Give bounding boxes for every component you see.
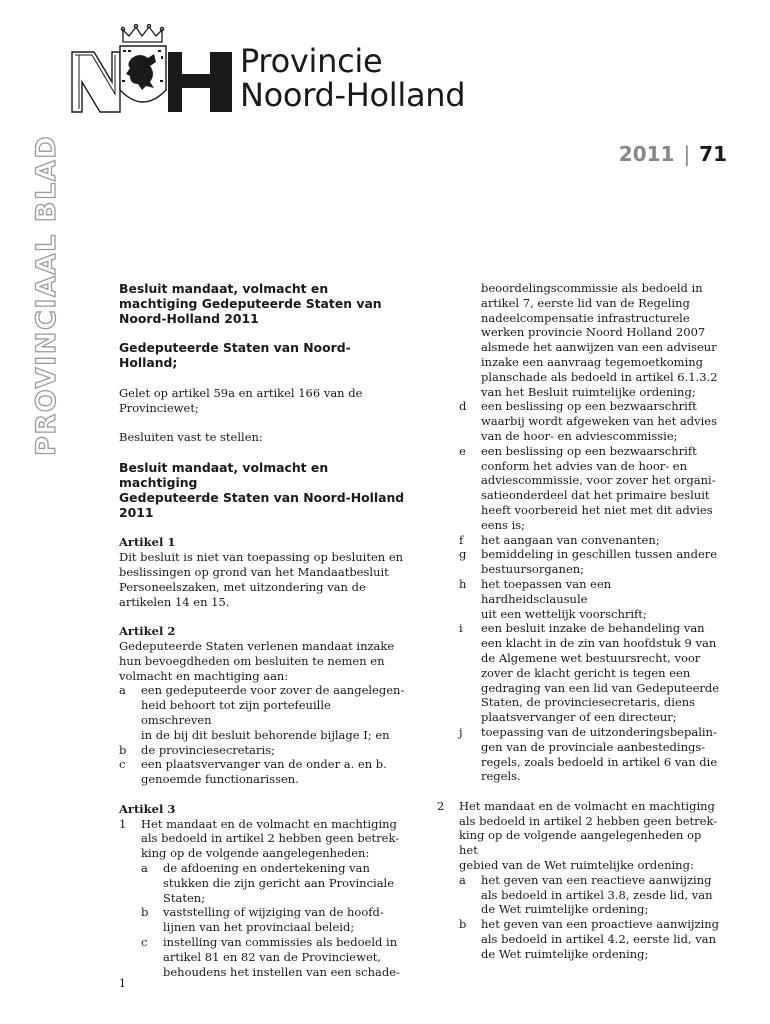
list-marker: j [459, 724, 463, 739]
text-line: een beslissing op een bezwaarschrift [481, 399, 697, 414]
list-marker: b [459, 917, 467, 932]
text-line: eens is; [481, 517, 526, 532]
title-line: machtiging Gedeputeerde Staten van [119, 296, 382, 312]
addressee: Gedeputeerde Staten van Noord-Holland; [119, 340, 351, 371]
text-line: als bedoeld in artikel 3.8, zesde lid, van [481, 887, 713, 902]
text-line: gedraging van een lid van Gedeputeerde [481, 680, 720, 695]
text-line: regels. [481, 769, 521, 784]
list-marker: e [459, 443, 466, 458]
text-line: Dit besluit is niet van toepassing op besluiten en [119, 550, 404, 565]
sub-list-item [459, 533, 721, 548]
text-line: de provinciesecretaris; [141, 742, 275, 757]
text-line: van het Besluit ruimtelijke ordening; [481, 384, 696, 399]
preamble [119, 386, 405, 416]
text-line: satieonderdeel dat het primaire besluit [481, 488, 710, 503]
text-line: plaatsvervanger of een directeur; [481, 710, 677, 725]
text-line: gen van de provinciale aanbestedings- [481, 739, 706, 754]
list-marker: c [119, 757, 126, 772]
list-item [119, 817, 405, 980]
text-line: instelling van commissies als bedoeld in [163, 934, 398, 949]
text-line: de Wet ruimtelijke ordening; [481, 946, 649, 961]
text-line: waarbij wordt afgeweken van het advies [481, 414, 717, 429]
sub-list-item [459, 873, 721, 917]
text-line: hun bevoegdheden om besluiten te nemen en [119, 653, 385, 668]
text-line: heeft voorbereid het niet met dit advies [481, 502, 713, 517]
decision-title [119, 460, 405, 521]
text-line: Gelet op artikel 59a en artikel 166 van de [119, 385, 363, 400]
text-line: alsmede het aanwijzen van een adviseur [481, 340, 717, 355]
page-number: 1 [119, 977, 126, 990]
list-marker: c [141, 934, 148, 949]
sub-list-item [141, 935, 405, 979]
list-item [119, 757, 405, 787]
list-marker: a [459, 872, 466, 887]
nh-crowned-lion-logo-icon [70, 24, 234, 114]
text-line: behoudens het instellen van een schade- [163, 964, 400, 979]
sub-list-item [459, 725, 721, 784]
text-line: Gedeputeerde Staten verlenen mandaat inzake [119, 638, 395, 653]
text-line: Het mandaat en de volmacht en machtiging [459, 798, 715, 813]
list-marker: b [119, 742, 127, 757]
article-1-heading: Artikel 1 [119, 535, 176, 550]
text-line: gebied van de Wet ruimtelijke ordening: [459, 858, 694, 873]
list-marker: 2 [437, 798, 445, 813]
text-line: king op de volgende aangelegenheden: [141, 846, 370, 861]
sub-list-item [141, 861, 405, 905]
right-column [437, 281, 721, 962]
text-line: volmacht en machtiging aan: [119, 668, 289, 683]
list-marker: h [459, 576, 467, 591]
text-line: toepassing van de uitzonderingsbepalin- [481, 724, 717, 739]
text-line: de Wet ruimtelijke ordening; [481, 902, 649, 917]
text-line: vaststelling of wijziging van de hoofd- [163, 905, 384, 920]
article-3-heading: Artikel 3 [119, 801, 176, 816]
text-line: inzake een aanvraag tegemoetkoming [481, 354, 704, 369]
text-line: in de bij dit besluit behorende bijlage I; en [141, 727, 390, 742]
sub-list-item [459, 577, 721, 621]
lion-shield-icon [120, 46, 166, 102]
text-line: Staten, de provinciesecretaris, diens [481, 695, 696, 710]
text-line: het toepassen van een hardheidsclausule [481, 576, 612, 606]
text-line: adviescommissie, voor zover het organi- [481, 473, 716, 488]
text-line: planschade als bedoeld in artikel 6.1.3.2 [481, 369, 718, 384]
organisation-name [240, 44, 465, 112]
sub-list-item [459, 399, 721, 443]
text-line: artikelen 14 en 15. [119, 594, 230, 609]
text-line: werken provincie Noord Holland 2007 [481, 325, 706, 340]
list-item [437, 799, 721, 962]
article-1-body [119, 550, 405, 609]
decision-statement: Besluiten vast te stellen: [119, 430, 263, 445]
list-marker: i [459, 621, 463, 636]
list-marker: a [119, 683, 126, 698]
side-title: PROVINCIAAL BLAD [31, 134, 62, 456]
issue-sequence-number: 71 [699, 142, 727, 166]
text-line: zover de klacht gericht is tegen een [481, 665, 691, 680]
text-line: Provinciewet; [119, 400, 199, 415]
text-line: regels, zoals bedoeld in artikel 6 van die [481, 754, 718, 769]
list-item [119, 683, 405, 742]
crown-icon [121, 24, 163, 42]
text-line: king op de volgende aangelegenheden op het [459, 828, 702, 858]
org-name-line-2: Noord-Holland [240, 76, 466, 114]
text-line: een gedeputeerde voor zover de aangelegen- [141, 683, 405, 698]
text-line: als bedoeld in artikel 4.2, eerste lid, van [481, 932, 717, 947]
continued-sub-item-c [459, 281, 721, 399]
sub-list-item [459, 917, 721, 961]
text-line: het aangaan van convenanten; [481, 532, 660, 547]
org-name-line-1: Provincie [240, 42, 383, 80]
text-line: een beslissing op een bezwaarschrift [481, 443, 697, 458]
text-line: lijnen van het provinciaal beleid; [163, 920, 355, 935]
issue-number [619, 142, 727, 166]
text-line: het geven van een proactieve aanwijzing [481, 917, 719, 932]
text-line: een plaatsvervanger van de onder a. en b. [141, 757, 387, 772]
left-column [119, 281, 405, 979]
text-line: van de hoor- en adviescommissie; [481, 428, 678, 443]
text-line: bemiddeling in geschillen tussen andere [481, 547, 718, 562]
list-marker: f [459, 532, 464, 547]
article-2-body [119, 639, 405, 683]
text-line: als bedoeld in artikel 2 hebben geen betrek- [459, 813, 718, 828]
issue-year: 2011 [618, 142, 675, 166]
text-line: Staten; [163, 890, 206, 905]
article-2-heading: Artikel 2 [119, 624, 176, 639]
text-line: artikel 81 en 82 van de Provinciewet, [163, 949, 382, 964]
sub-list-item [459, 547, 721, 577]
sub-list-item [459, 444, 721, 533]
text-line: beoordelingscommissie als bedoeld in [481, 281, 703, 295]
text-line: de Algemene wet bestuursrecht, voor [481, 650, 701, 665]
text-line: uit een wettelijk voorschrift; [481, 606, 647, 621]
text-line: beslissingen op grond van het Mandaatbesluit [119, 564, 389, 579]
title-line: Gedeputeerde Staten van Noord-Holland [119, 490, 405, 506]
text-line: Personeelszaken, met uitzondering van de [119, 579, 366, 594]
list-marker: b [141, 905, 149, 920]
list-marker: d [459, 399, 467, 414]
list-item [119, 743, 405, 758]
title-line: Besluit mandaat, volmacht en machtiging [119, 459, 329, 490]
letter-h-shape [168, 52, 232, 112]
text-line: artikel 7, eerste lid van de Regeling [481, 295, 690, 310]
text-line: stukken die zijn gericht aan Provinciale [163, 875, 395, 890]
document-title [119, 281, 405, 327]
title-line: Noord-Holland 2011 [119, 311, 259, 327]
text-line: heid behoort tot zijn portefeuille omschreven [141, 698, 331, 727]
list-marker: a [141, 860, 148, 875]
sub-list-item [141, 905, 405, 935]
text-line: een klacht in de zin van hoofdstuk 9 van [481, 636, 717, 651]
list-marker: 1 [119, 816, 127, 831]
title-line: 2011 [119, 505, 154, 521]
sub-list-item [459, 621, 721, 725]
title-line: Besluit mandaat, volmacht en [119, 281, 329, 296]
text-line: conform het advies van de hoor- en [481, 458, 687, 473]
text-line: Het mandaat en de volmacht en machtiging [141, 816, 397, 831]
text-line: bestuursorganen; [481, 562, 585, 577]
text-line: een besluit inzake de behandeling van [481, 621, 705, 636]
text-line: als bedoeld in artikel 2 hebben geen betrek- [141, 831, 400, 846]
issue-separator: | [683, 142, 691, 166]
text-line: de afdoening en ondertekening van [163, 860, 370, 875]
text-line: het geven van een reactieve aanwijzing [481, 872, 712, 887]
list-marker: g [459, 547, 467, 562]
text-line: genoemde functionarissen. [141, 772, 299, 787]
text-line: nadeelcompensatie infrastructurele [481, 310, 690, 325]
